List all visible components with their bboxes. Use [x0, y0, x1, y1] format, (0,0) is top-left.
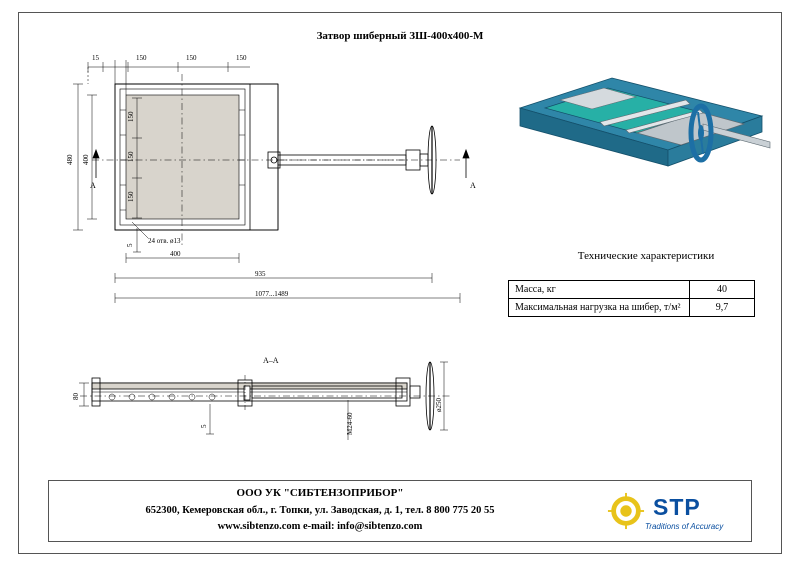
section-title: A–A — [263, 356, 279, 365]
logo-tagline: Traditions of Accuracy — [645, 522, 724, 531]
company-web: www.sibtenzo.com e-mail: info@sibtenzo.com — [217, 521, 423, 532]
table-row — [509, 281, 755, 299]
section-mark-right: A — [470, 181, 476, 190]
hole-note: 24 отв. ø13 — [148, 237, 181, 245]
dim-1077-1489: 1077...1489 — [255, 290, 289, 298]
section-dim-5: 5 — [200, 424, 208, 428]
dim-5: 5 — [126, 243, 134, 247]
company-address: 652300, Кемеровская обл., г. Топки, ул. Заводская, д. 1, тел. 8 800 775 20 55 — [145, 505, 495, 516]
tech-value-mass: 40 — [690, 281, 755, 299]
table-row — [509, 299, 755, 317]
tech-label-mass: Масса, кг — [509, 281, 690, 299]
dim-150-c: 150 — [236, 54, 247, 62]
section-dim-80: 80 — [72, 393, 80, 400]
company-name: ООО УК "СИБТЕНЗОПРИБОР" — [236, 487, 404, 499]
section-mark-left: A — [90, 181, 96, 190]
section-diameter: ø250 — [435, 398, 443, 412]
tech-table — [508, 280, 755, 317]
dim-15: 15 — [92, 54, 99, 62]
page-title: Затвор шиберный ЗШ-400х400-М — [316, 30, 484, 42]
dim-150-a: 150 — [136, 54, 147, 62]
sun-icon — [607, 492, 645, 530]
dim-400-bottom: 400 — [170, 250, 181, 258]
tech-value-load: 9,7 — [690, 299, 755, 317]
dim-935: 935 — [255, 270, 266, 278]
section-thread: M24-60 — [346, 412, 354, 435]
dim-400-left: 400 — [82, 154, 90, 165]
company-logo — [605, 490, 745, 536]
dim-150-r1: 150 — [127, 111, 135, 122]
dim-150-r3: 150 — [127, 191, 135, 202]
dim-480: 480 — [66, 154, 74, 165]
tech-label-load: Максимальная нагрузка на шибер, т/м² — [509, 299, 690, 317]
tech-heading: Технические характеристики — [577, 250, 715, 262]
dim-150-b: 150 — [186, 54, 197, 62]
logo-text: STP — [653, 494, 701, 520]
dim-150-r2: 150 — [127, 151, 135, 162]
